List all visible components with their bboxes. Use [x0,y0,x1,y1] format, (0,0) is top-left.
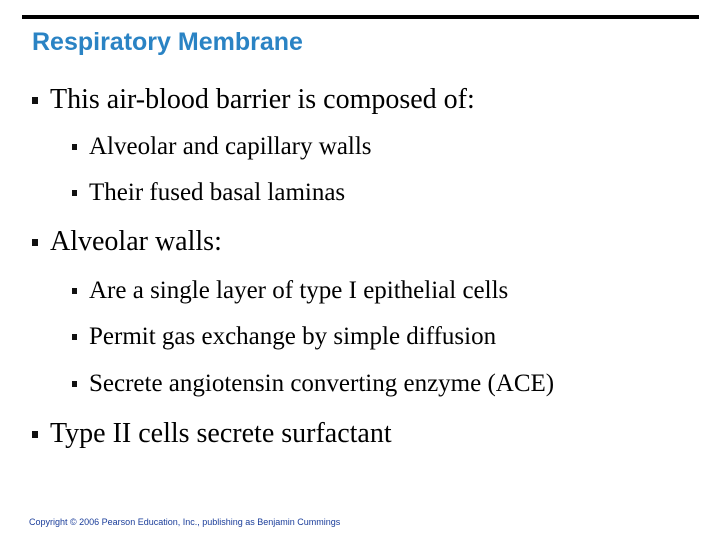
sub-bullet-item [72,275,508,307]
square-bullet-icon [72,288,77,294]
square-bullet-icon [72,334,77,340]
square-bullet-icon [32,239,38,246]
bullet-text: Type II cells secrete surfactant [50,418,392,449]
sub-bullet-text: Permit gas exchange by simple diffusion [89,323,497,350]
copyright-footer: Copyright © 2006 Pearson Education, Inc., publishing as Benjamin Cummings [29,517,341,527]
square-bullet-icon [32,97,38,104]
slide-title: Respiratory Membrane [32,28,303,56]
bullet-text: This air-blood barrier is composed of: [50,84,475,115]
sub-bullet-item [72,131,372,163]
sub-bullet-text: Alveolar and capillary walls [89,133,372,160]
sub-bullet-text: Secrete angiotensin converting enzyme (ACE) [89,370,555,397]
sub-bullet-item [72,368,554,400]
bullet-item [32,82,475,118]
sub-bullet-item [72,177,345,209]
square-bullet-icon [72,144,77,150]
bullet-item [32,416,392,452]
sub-bullet-text: Are a single layer of type I epithelial cells [89,277,509,304]
sub-bullet-text: Their fused basal laminas [89,179,346,206]
bullet-item [32,224,222,260]
square-bullet-icon [72,381,77,387]
square-bullet-icon [32,431,38,438]
sub-bullet-item [72,321,496,353]
square-bullet-icon [72,190,77,196]
bullet-text: Alveolar walls: [50,226,222,257]
